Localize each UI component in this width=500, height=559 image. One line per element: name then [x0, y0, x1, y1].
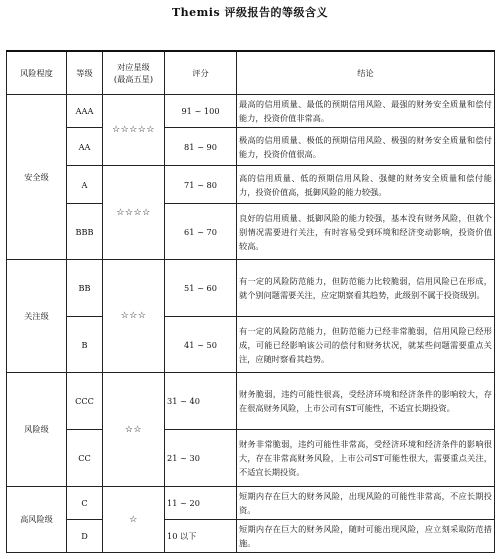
score-cell: 51 ~ 60: [165, 260, 237, 317]
conclusion-cell: 财务非常脆弱，违约可能性非常高，受经济环境和经济条件的影响很大，存在非常高财务风险，上市公司ST可能性很大，需要重点关注，不适宜长期投资。: [237, 430, 495, 487]
table-row: [7, 260, 495, 317]
level-risk: 风险级: [7, 373, 67, 487]
score-cell: 91 ~ 100: [165, 95, 237, 128]
header-grade: 等级: [67, 51, 103, 95]
grade-cell: AAA: [67, 95, 103, 128]
level-watch: 关注级: [7, 260, 67, 373]
header-conclusion: 结论: [237, 51, 495, 95]
conclusion-cell: 有一定的风险防范能力，但防范能力比较脆弱，信用风险已在形成，就个别问题需要关注，应定期察看其趋势，此级别不属于投资级别。: [237, 260, 495, 317]
grade-cell: BBB: [67, 204, 103, 260]
conclusion-cell: 短期内存在巨大的财务风险，出现风险的可能性非常高，不应长期投资。: [237, 487, 495, 520]
stars-two: ☆☆: [103, 373, 165, 487]
header-score: 评分: [165, 51, 237, 95]
level-safe: 安全级: [7, 95, 67, 260]
conclusion-cell: 良好的信用质量、抵御风险的能力较强，基本没有财务风险，但就个别情况需要进行关注，有时容易受到环境和经济变动影响，投资价值较高。: [237, 204, 495, 260]
table-row: [7, 128, 495, 166]
score-cell: 41 ~ 50: [165, 317, 237, 373]
grade-cell: CC: [67, 430, 103, 487]
table-row: [7, 95, 495, 128]
table-row: [7, 487, 495, 520]
table-row: [7, 317, 495, 373]
conclusion-cell: 有一定的风险防范能力，但防范能力已经非常脆弱，信用风险已经形成，可能已经影响该公司的偿付和财务状况，就某些问题需要重点关注，应随时察看其趋势。: [237, 317, 495, 373]
stars-three: ☆☆☆: [103, 260, 165, 373]
grade-cell: C: [67, 487, 103, 520]
grade-cell: A: [67, 166, 103, 204]
stars-five: ☆☆☆☆☆: [103, 95, 165, 166]
score-cell: 31 ~ 40: [165, 373, 237, 430]
grade-cell: AA: [67, 128, 103, 166]
header-stars-line1: 对应星级: [117, 62, 150, 72]
score-cell: 71 ~ 80: [165, 166, 237, 204]
score-cell: 61 ~ 70: [165, 204, 237, 260]
score-cell: 10 以下: [165, 520, 237, 553]
table-row: [7, 204, 495, 260]
grade-cell: CCC: [67, 373, 103, 430]
conclusion-cell: 财务脆弱，违约可能性很高，受经济环境和经济条件的影响较大，存在很高财务风险，上市公司有ST可能性，不适宜长期投资。: [237, 373, 495, 430]
header-stars-line2: (最高五星): [113, 74, 154, 84]
grade-cell: B: [67, 317, 103, 373]
document-title: Themis 评级报告的等级含义: [171, 6, 329, 19]
conclusion-cell: 最高的信用质量、最低的预期信用风险、最强的财务安全质量和偿付能力，投资价值非常高。: [237, 95, 495, 128]
score-cell: 81 ~ 90: [165, 128, 237, 166]
stars-four: ☆☆☆☆: [103, 166, 165, 260]
table-row: [7, 430, 495, 487]
header-risk: 风险程度: [7, 51, 67, 95]
table-row: [7, 520, 495, 553]
level-high: 高风险级: [7, 487, 67, 553]
header-row: [7, 51, 495, 95]
header-stars: [103, 51, 165, 95]
table-row: [7, 166, 495, 204]
grade-cell: D: [67, 520, 103, 553]
score-cell: 21 ~ 30: [165, 430, 237, 487]
rating-table: [6, 50, 495, 553]
grade-cell: BB: [67, 260, 103, 317]
stars-one: ☆: [103, 487, 165, 553]
conclusion-cell: 高的信用质量、低的预期信用风险、强健的财务安全质量和偿付能力，投资价值高，抵御风险的能力较强。: [237, 166, 495, 204]
table-row: [7, 373, 495, 430]
conclusion-cell: 极高的信用质量、极低的预期信用风险、极强的财务安全质量和偿付能力，投资价值很高。: [237, 128, 495, 166]
score-cell: 11 ~ 20: [165, 487, 237, 520]
conclusion-cell: 短期内存在巨大的财务风险，随时可能出现风险，应立刻采取防范措施。: [237, 520, 495, 553]
